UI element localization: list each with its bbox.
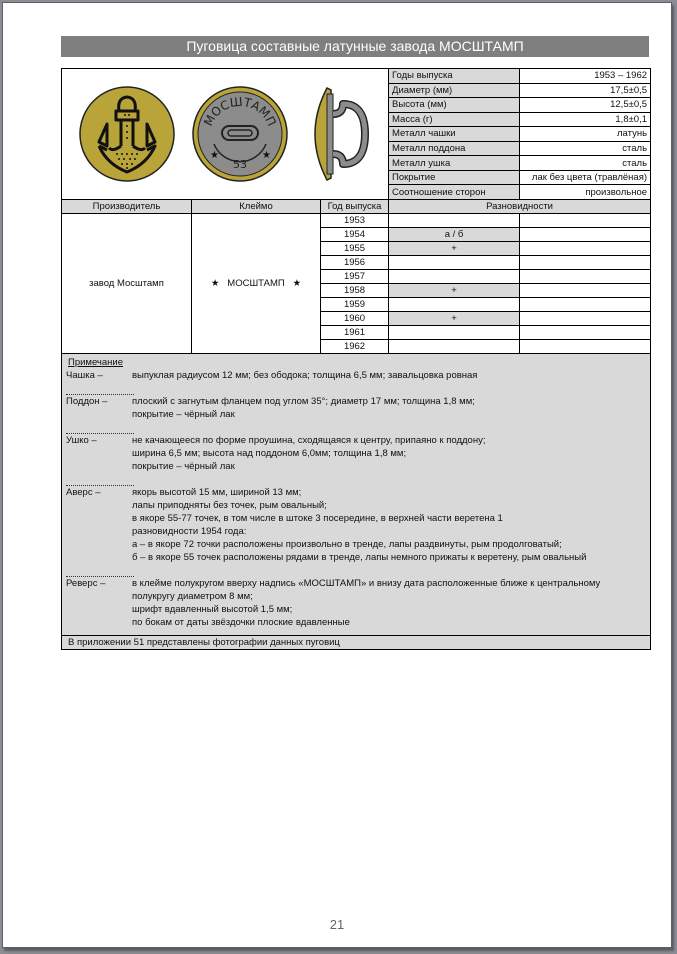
note-line: плоский с загнутым фланцем под углом 35°; диаметр 17 мм; толщина 1,8 мм; <box>132 396 475 407</box>
variant-cell <box>520 270 651 284</box>
year-row <box>62 214 651 228</box>
note-label: Реверс – <box>66 578 106 589</box>
mark-cell <box>192 214 321 354</box>
note-line: якорь высотой 15 мм, шириной 13 мм; <box>132 487 302 498</box>
year-cell: 1962 <box>321 340 389 354</box>
note-item <box>66 486 646 564</box>
variant-cell <box>520 340 651 354</box>
spec-value: сталь <box>520 141 651 156</box>
variant-cell <box>520 312 651 326</box>
note-line: не качающееся по форме проушина, сходящаяся к центру, припаяно к поддону; <box>132 435 486 446</box>
note-line: а – в якоре 72 точки расположены произвольно в тренде, лапы раздвинуты, рым продолговатый; <box>132 539 562 550</box>
note-label: Ушко – <box>66 435 97 446</box>
spec-value: 17,5±0,5 <box>520 83 651 98</box>
note-line: разновидности 1954 года: <box>132 526 247 537</box>
variant-cell: + <box>389 284 520 298</box>
note-text <box>132 577 646 629</box>
button-images <box>62 69 389 200</box>
star-icon: ★ <box>210 150 219 161</box>
spec-label: Годы выпуска <box>389 69 520 84</box>
note-text <box>132 395 646 421</box>
spec-value: произвольное <box>520 185 651 200</box>
year-cell: 1956 <box>321 256 389 270</box>
star-icon: ★ <box>292 278 302 289</box>
spec-label: Металл поддона <box>389 141 520 156</box>
reverse-stamp-button-image <box>190 84 290 184</box>
note-text <box>132 434 646 473</box>
reverse-stamp-text: МОСШТАМП <box>201 94 279 129</box>
year-cell: 1955 <box>321 242 389 256</box>
note-label: Аверс – <box>66 487 101 498</box>
button-spec-table <box>61 68 651 650</box>
note-text <box>132 369 646 382</box>
year-cell: 1957 <box>321 270 389 284</box>
year-cell: 1958 <box>321 284 389 298</box>
spec-label: Покрытие <box>389 170 520 185</box>
year-cell: 1954 <box>321 228 389 242</box>
variant-cell <box>389 256 520 270</box>
variant-cell <box>520 242 651 256</box>
spec-value: 1,8±0,1 <box>520 112 651 127</box>
spec-label: Высота (мм) <box>389 98 520 113</box>
variant-cell <box>520 284 651 298</box>
spec-label: Металл чашки <box>389 127 520 142</box>
note-line: лапы приподняты без точек, рым овальный; <box>132 500 327 511</box>
header-mark: Клеймо <box>192 200 321 214</box>
variant-cell <box>389 298 520 312</box>
spec-value: 1953 – 1962 <box>520 69 651 84</box>
variant-cell <box>520 298 651 312</box>
page-number: 21 <box>329 917 345 932</box>
variant-cell <box>389 340 520 354</box>
variant-cell: + <box>389 242 520 256</box>
document-page <box>2 2 672 948</box>
note-label: Поддон – <box>66 396 108 407</box>
note-text <box>132 486 646 564</box>
spec-value: лак без цвета (травлёная) <box>520 170 651 185</box>
spec-value: 12,5±0,5 <box>520 98 651 113</box>
note-line: б – в якоре 55 точек расположены рядами в тренде, лапы немного прижаты к веретену, рым овальный <box>132 552 587 563</box>
note-line: покрытие – чёрный лак <box>132 461 235 472</box>
variant-cell: а / б <box>389 228 520 242</box>
star-icon: ★ <box>210 278 220 289</box>
notes-section <box>62 354 651 636</box>
spec-value: латунь <box>520 127 651 142</box>
mark-text: МОСШТАМП <box>227 278 285 289</box>
notes-title: Примечание <box>68 357 123 368</box>
variant-cell <box>520 214 651 228</box>
obverse-anchor-button-image <box>77 84 177 184</box>
note-line: в клейме полукругом вверху надпись «МОСШТАМП» и внизу дата расположенные ближе к центральному <box>132 578 601 589</box>
variant-cell <box>520 256 651 270</box>
variant-cell <box>389 270 520 284</box>
maker-cell: завод Мосштамп <box>62 214 192 354</box>
note-item <box>66 369 646 382</box>
note-line: шрифт вдавленный высотой 1,5 мм; <box>132 604 293 615</box>
variant-cell <box>389 214 520 228</box>
note-item <box>66 395 646 421</box>
spec-label: Масса (г) <box>389 112 520 127</box>
year-cell: 1959 <box>321 298 389 312</box>
reverse-year-text: 53 <box>233 158 248 171</box>
note-line: полукругу диаметром 8 мм; <box>132 591 253 602</box>
spec-label: Диаметр (мм) <box>389 83 520 98</box>
header-variants: Разновидности <box>389 200 651 214</box>
profile-section-image <box>303 84 373 184</box>
spec-label: Соотношение сторон <box>389 185 520 200</box>
variant-cell <box>520 228 651 242</box>
variant-cell: + <box>389 312 520 326</box>
star-icon: ★ <box>262 150 271 161</box>
page-title: Пуговица составные латунные завода МОСШТАМП <box>61 36 649 57</box>
note-line: в якоре 55-77 точек, в том числе в штоке 3 посередине, в верхней части веретена 1 <box>132 513 503 524</box>
note-item <box>66 577 646 629</box>
note-item <box>66 434 646 473</box>
note-line: ширина 6,5 мм; высота над поддоном 6,0мм; толщина 1,8 мм; <box>132 448 407 459</box>
note-label: Чашка – <box>66 370 103 381</box>
header-year: Год выпуска <box>321 200 389 214</box>
year-cell: 1953 <box>321 214 389 228</box>
variant-cell <box>389 326 520 340</box>
note-line: покрытие – чёрный лак <box>132 409 235 420</box>
year-cell: 1960 <box>321 312 389 326</box>
year-cell: 1961 <box>321 326 389 340</box>
note-line: выпуклая радиусом 12 мм; без ободока; толщина 6,5 мм; завальцовка ровная <box>132 370 478 381</box>
spec-value: сталь <box>520 156 651 171</box>
appendix-note: В приложении 51 представлены фотографии данных пуговиц <box>62 636 651 650</box>
spec-label: Металл ушка <box>389 156 520 171</box>
header-maker: Производитель <box>62 200 192 214</box>
variant-cell <box>520 326 651 340</box>
note-line: по бокам от даты звёздочки плоские вдавленные <box>132 617 350 628</box>
